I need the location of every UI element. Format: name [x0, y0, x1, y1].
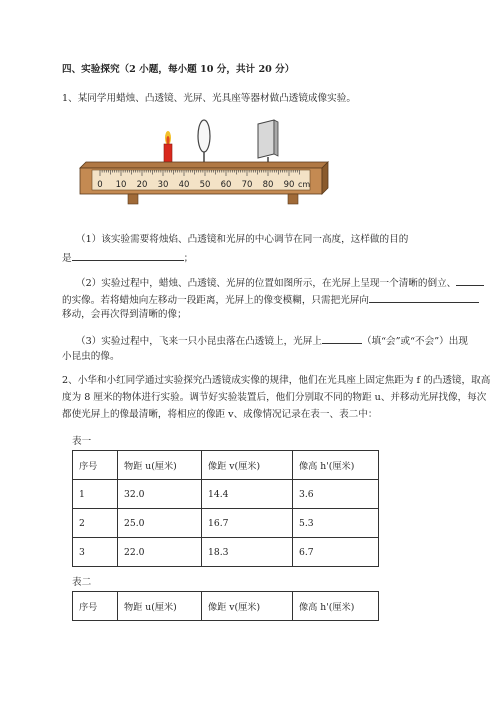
- q1-part3-line1: [76, 333, 468, 348]
- table-header-row: [73, 592, 379, 621]
- header-object-distance: 物距 u(厘米): [118, 592, 202, 621]
- question-2-line1: 2、小华和小红同学通过实验探究凸透镜成实像的规律，他们在光具座上固定焦距为 f 的凸透镜，取高: [62, 375, 491, 386]
- convex-lens: [198, 120, 210, 168]
- data-table-2: [72, 591, 379, 621]
- ruler-tick-label: 90: [283, 180, 295, 190]
- ruler-tick-label: 10: [115, 180, 127, 190]
- header-image-distance: 像距 v(厘米): [202, 592, 293, 621]
- q1-part2-line1: [76, 275, 484, 290]
- table-cell: 1: [73, 480, 118, 509]
- table1-caption: 表一: [72, 436, 92, 447]
- header-index: 序号: [73, 451, 118, 480]
- table-cell: 32.0: [118, 480, 202, 509]
- answer-blank-4[interactable]: [322, 333, 362, 344]
- ruler-tick-label: 30: [157, 180, 169, 190]
- ruler-tick-label: 0: [97, 180, 103, 190]
- q1-part3-suffix: （填“会”或“不会”）出现: [361, 336, 468, 347]
- ruler-tick-label: 20: [136, 180, 148, 190]
- q1-part3-text: （3）实验过程中，飞来一只小昆虫落在凸透镜上，光屏上: [76, 336, 322, 347]
- ruler-tick-label: 60: [220, 180, 232, 190]
- table-cell: 25.0: [118, 509, 202, 538]
- q1-part1-line1: （1）该实验需要将烛焰、凸透镜和光屏的中心调节在同一高度，这样做的目的: [76, 234, 409, 245]
- table-row: [73, 509, 379, 538]
- ruler-unit: cm: [298, 180, 311, 189]
- table-header-row: [73, 451, 379, 480]
- table-cell: 16.7: [202, 509, 293, 538]
- header-image-distance: 像距 v(厘米): [202, 451, 293, 480]
- question-1-intro: 1、某同学用蜡烛、凸透镜、光屏、光具座等器材做凸透镜成像实验。: [62, 93, 356, 104]
- header-image-height: 像高 h'(厘米): [293, 451, 379, 480]
- table-cell: 5.3: [293, 509, 379, 538]
- answer-blank-3[interactable]: [369, 292, 479, 303]
- q1-part2-text2: 的实像。若将蜡烛向左移动一段距离，光屏上的像变模糊，只需把光屏向: [62, 295, 369, 306]
- ruler-tick-label: 40: [178, 180, 190, 190]
- ruler-tick-label: 70: [241, 180, 253, 190]
- question-2-line3: 都使光屏上的像最清晰，将相应的像距 v、成像情况记录在表一、表二中：: [62, 409, 378, 420]
- table-row: [73, 538, 379, 567]
- section-title: 四、实验探究（2 小题，每小题 10 分，共计 20 分）: [62, 64, 295, 75]
- ruler-tick-label: 50: [199, 180, 211, 190]
- q1-part2-line3: 移动，会再次得到清晰的像；: [62, 309, 187, 320]
- table-cell: 6.7: [293, 538, 379, 567]
- header-index: 序号: [73, 592, 118, 621]
- q1-part2-line2: [62, 292, 479, 307]
- ruler-tick-label: 80: [262, 180, 274, 190]
- table-row: [73, 480, 379, 509]
- header-image-height: 像高 h'(厘米): [293, 592, 379, 621]
- data-table-1: [72, 450, 379, 567]
- table-cell: 3: [73, 538, 118, 567]
- q1-part1-line2: [62, 250, 193, 265]
- table-cell: 14.4: [202, 480, 293, 509]
- table-cell: 3.6: [293, 480, 379, 509]
- table2-caption: 表二: [72, 577, 92, 588]
- q1-part3-line2: 小昆虫的像。: [62, 351, 120, 362]
- table-cell: 2: [73, 509, 118, 538]
- optical-bench-diagram: [72, 118, 332, 210]
- table-cell: 22.0: [118, 538, 202, 567]
- question-2-line2: 度为 8 厘米的物体进行实验。调节好实验装置后，他们分别取不同的物距 u、并移动光屏找像，每次: [62, 392, 487, 403]
- answer-blank-1[interactable]: [72, 250, 184, 261]
- table-cell: 18.3: [202, 538, 293, 567]
- q1-part1-suffix: ；: [183, 253, 194, 264]
- light-screen: [258, 120, 278, 168]
- q1-part2-text: （2）实验过程中，蜡烛、凸透镜、光屏的位置如图所示，在光屏上呈现一个清晰的倒立、: [76, 278, 457, 289]
- answer-blank-2[interactable]: [456, 275, 484, 286]
- q1-part1-prefix: 是: [62, 253, 72, 264]
- header-object-distance: 物距 u(厘米): [118, 451, 202, 480]
